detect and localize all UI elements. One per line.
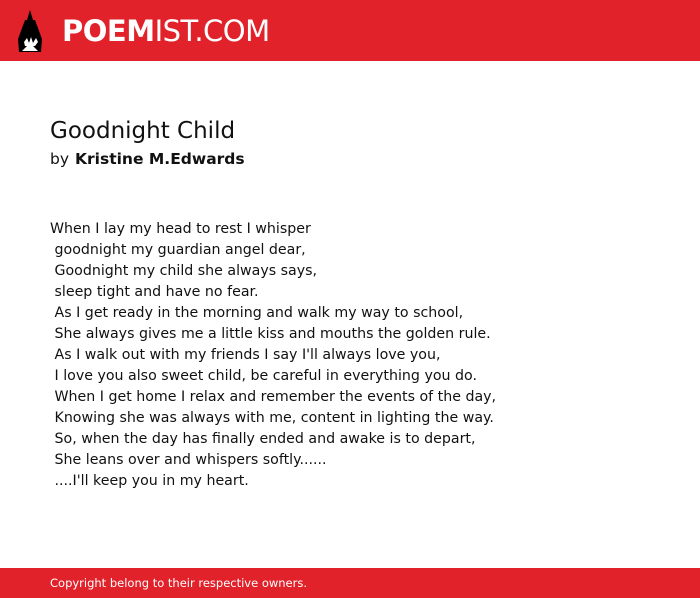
site-logo-link[interactable] <box>17 9 270 53</box>
poem-line: I love you also sweet child, be careful in everything you do. <box>50 368 477 384</box>
site-header <box>0 0 700 61</box>
poem-line: She leans over and whispers softly...... <box>50 452 327 468</box>
by-label: by <box>50 150 70 168</box>
site-footer <box>0 568 700 598</box>
poem-line: As I walk out with my friends I say I'll always love you, <box>50 347 441 363</box>
poem-title: Goodnight Child <box>50 118 236 144</box>
poem-line: When I lay my head to rest I whisper <box>50 221 311 237</box>
poem-line: ....I'll keep you in my heart. <box>50 473 249 489</box>
brand-light-text: IST.COM <box>154 14 270 48</box>
poem-byline <box>50 148 245 170</box>
poem-line: goodnight my guardian angel dear, <box>50 242 306 258</box>
poem-line: When I get home I relax and remember the events of the day, <box>50 389 497 405</box>
poem-line: sleep tight and have no fear. <box>50 284 259 300</box>
poem-line: Goodnight my child she always says, <box>50 263 318 279</box>
copyright-text: Copyright belong to their respective owners. <box>50 576 308 590</box>
poem-body <box>50 219 496 492</box>
poem-line: As I get ready in the morning and walk my way to school, <box>50 305 464 321</box>
poem-line: So, when the day has finally ended and awake is to depart, <box>50 431 476 447</box>
pen-nib-icon <box>17 9 43 53</box>
brand-strong-text: POEM <box>62 14 155 48</box>
poem-line: Knowing she was always with me, content in lighting the way. <box>50 410 494 426</box>
author-name[interactable]: Kristine M.Edwards <box>75 150 245 168</box>
poem-line: She always gives me a little kiss and mouths the golden rule. <box>50 326 491 342</box>
site-brand <box>62 9 270 53</box>
